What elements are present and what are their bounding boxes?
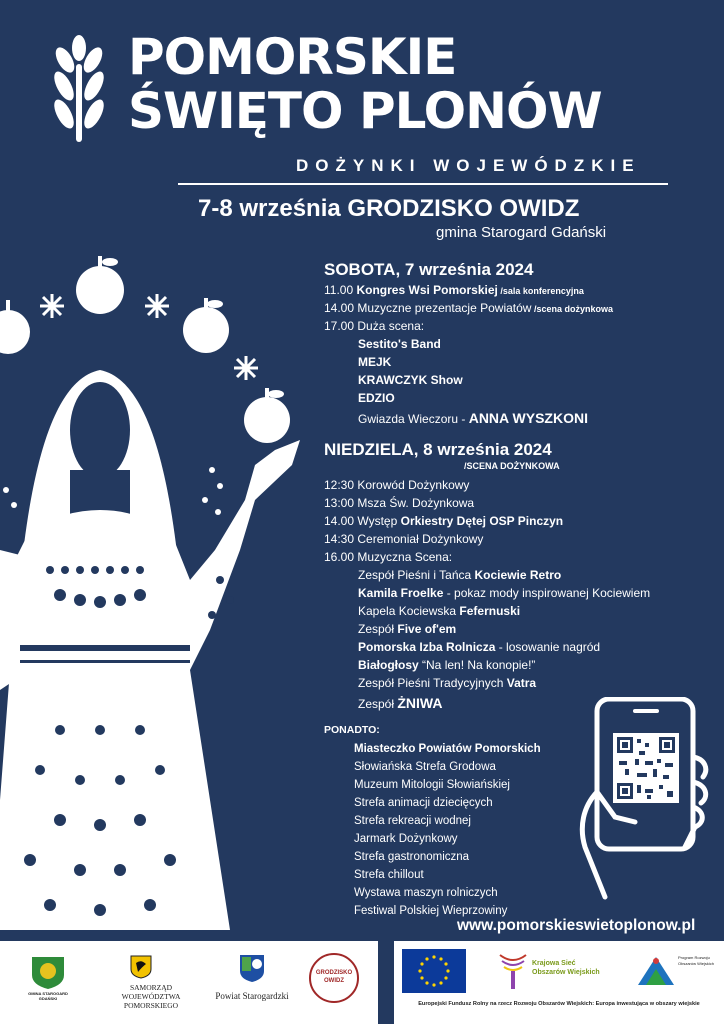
schedule-row: 16.00 Muzyczna Scena: <box>324 550 453 564</box>
woman-illustration <box>0 250 320 940</box>
performer: Zespół Five of'em <box>358 622 457 636</box>
wheat-icon <box>52 34 106 144</box>
footer-partners-right <box>394 941 724 1024</box>
extras-item: Jarmark Dożynkowy <box>354 833 458 845</box>
website-link[interactable]: www.pomorskieswietoplonow.pl <box>457 917 696 934</box>
subtitle: DOŻYNKI WOJEWÓDZKIE <box>296 156 641 175</box>
apple-icon <box>183 298 229 353</box>
performer: Kapela Kociewska Fefernuski <box>358 604 521 618</box>
event-dates: 7-8 września GRODZISKO OWIDZ <box>198 195 580 222</box>
prow-logo-icon <box>634 951 678 991</box>
schedule-row: 14:30 Ceremoniał Dożynkowy <box>324 532 484 546</box>
extras-heading: PONADTO: <box>324 724 380 736</box>
schedule-row: 14.00 Występ Orkiestry Dętej OSP Pinczyn <box>324 514 564 528</box>
powiat-logo-text: Powiat Starogardzki <box>215 991 289 1001</box>
extras-item: Słowiańska Strefa Grodowa <box>354 761 496 773</box>
extras-section <box>324 724 541 920</box>
powiat-logo-icon <box>238 953 266 988</box>
extras-item: Strefa gastronomiczna <box>354 851 470 863</box>
flower-icon <box>145 294 169 318</box>
sunday-heading: NIEDZIELA, 8 września 2024 <box>324 440 552 459</box>
ksow-logo-icon <box>496 951 530 991</box>
apple-icon <box>0 300 30 354</box>
performer: Sestito's Band <box>358 337 441 351</box>
schedule-row: 12:30 Korowód Dożynkowy <box>324 478 470 492</box>
samorzad-logo-text: SAMORZĄD WOJEWÓDZTWA POMORSKIEGO <box>121 983 181 1010</box>
pomorskie-crest-icon <box>130 955 152 984</box>
footer-partners-left <box>0 941 378 1024</box>
schedule-row: 14.00 Muzyczne prezentacje Powiatów /scena dożynkowa <box>324 301 613 315</box>
performer: Pomorska Izba Rolnicza - losowanie nagród <box>358 640 601 654</box>
performer: EDZIO <box>358 391 395 405</box>
eu-flag-icon <box>402 949 466 993</box>
ksow-logo-text: Krajowa Sieć Obszarów Wiejskich <box>532 960 600 976</box>
gmina-logo: GMINA STAROGARD GDAŃSKI <box>28 955 68 1001</box>
divider <box>178 183 668 185</box>
event-commune: gmina Starogard Gdański <box>436 224 607 241</box>
performer: KRAWCZYK Show <box>358 373 463 387</box>
saturday-schedule <box>324 281 719 429</box>
prow-logo-text: Program Rozwoju Obszarów Wiejskich <box>678 955 715 966</box>
extras-item: Muzeum Mitologii Słowiańskiej <box>354 779 510 791</box>
extras-item: Strefa animacji dziecięcych <box>354 797 493 809</box>
extras-item: Strefa rekreacji wodnej <box>354 815 471 827</box>
eu-caption: Europejski Fundusz Rolny na rzecz Rozwoju Obszarów Wiejskich: Europa inwestująca w obszary wiejskie <box>418 1001 700 1007</box>
performer: Białogłosy “Na len! Na konopie!” <box>358 658 536 672</box>
sunday-schedule <box>324 476 719 714</box>
performer: Kamila Froelke - pokaz mody inspirowanej Kociewiem <box>358 586 651 600</box>
flower-icon <box>234 356 258 380</box>
flower-icon <box>40 294 64 318</box>
extras-item: Miasteczko Powiatów Pomorskich <box>354 743 541 755</box>
extras-item: Strefa chillout <box>354 869 424 881</box>
schedule-row: 13:00 Msza Św. Dożynkowa <box>324 496 475 510</box>
apple-icon <box>76 256 124 314</box>
performer: Zespół Pieśni Tradycyjnych Vatra <box>358 676 537 690</box>
apple-icon <box>244 388 290 443</box>
saturday-heading: SOBOTA, 7 września 2024 <box>324 260 534 279</box>
schedule-row: 17.00 Duża scena: <box>324 319 425 333</box>
performer: MEJK <box>358 355 392 369</box>
performer: Zespół ŻNIWA <box>358 695 443 711</box>
sunday-stage-note: /SCENA DOŻYNKOWA <box>464 461 560 471</box>
schedule-row: 11.00 Kongres Wsi Pomorskiej /sala konferencyjna <box>324 283 584 297</box>
extras-item: Festiwal Polskiej Wieprzowiny <box>354 905 508 917</box>
extras-item: Wystawa maszyn rolniczych <box>354 887 498 899</box>
performer: Zespół Pieśni i Tańca Kociewie Retro <box>358 568 562 582</box>
title-line-2: ŚWIĘTO PLONÓW <box>128 82 602 140</box>
title-line-1: POMORSKIE <box>128 28 457 86</box>
page-title <box>128 30 602 138</box>
headliner: Gwiazda Wieczoru - ANNA WYSZKONI <box>358 410 588 426</box>
grodzisko-logo: GRODZISKO OWIDZ <box>309 953 359 1003</box>
phone-qr-icon[interactable] <box>575 697 720 902</box>
